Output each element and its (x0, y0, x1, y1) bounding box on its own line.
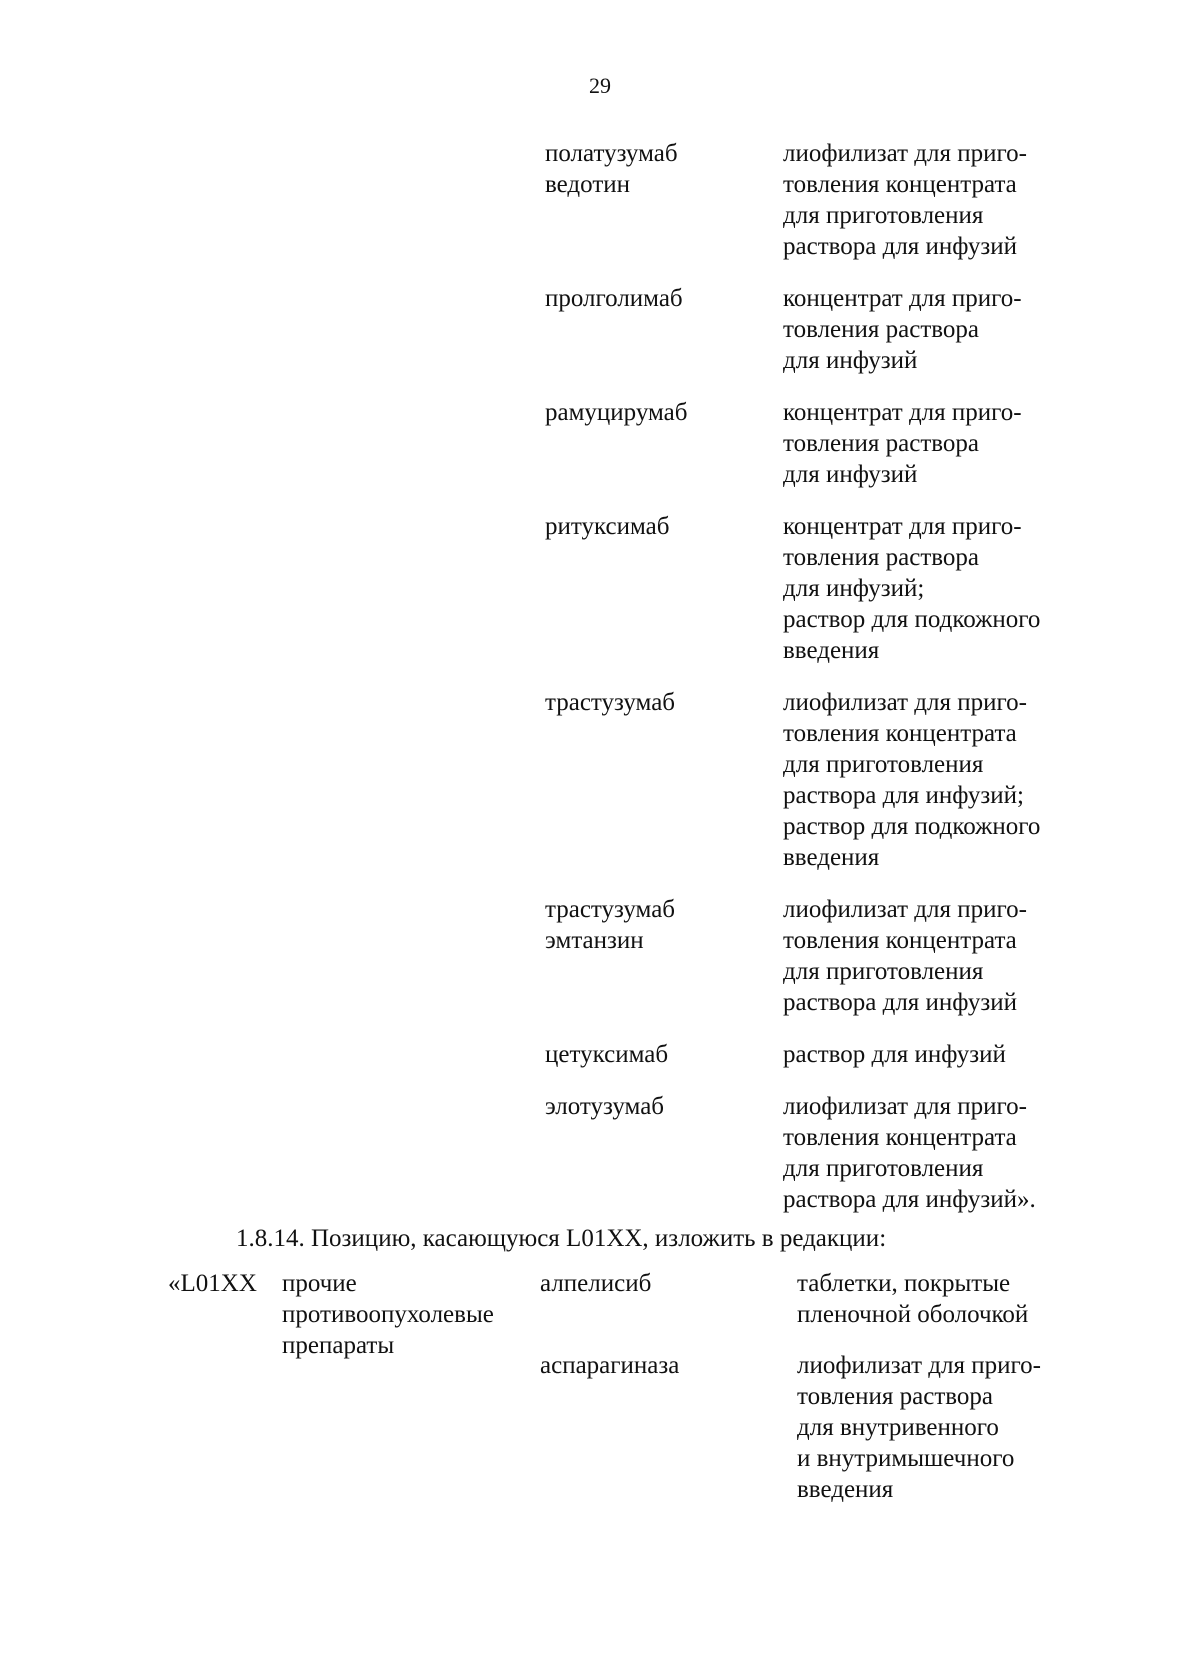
drug-name: элотузумаб (545, 1093, 665, 1120)
dosage-form: лиофилизат для приго- товления концентрата для приготовления раствора для инфузий». (783, 1093, 1036, 1213)
dosage-form: концентрат для приго- товления раствора для инфузий (783, 399, 1022, 488)
drug-entry (545, 1091, 1085, 1215)
drug-name: аспарагиназа (540, 1352, 680, 1379)
drug-entry (540, 1350, 1088, 1505)
drug-entry (545, 894, 1085, 1018)
drug-entry (545, 138, 1085, 262)
atc-code: «L01XX (168, 1270, 257, 1297)
amendment-paragraph: 1.8.14. Позицию, касающуюся L01XX, изложить в редакции: (236, 1225, 887, 1252)
atc-group-name: прочие противоопухолевые препараты (282, 1270, 494, 1359)
drug-entry (545, 397, 1085, 490)
drug-name: цетуксимаб (545, 1041, 669, 1068)
drug-name: трастузумаб эмтанзин (545, 896, 676, 954)
drug-entry (545, 687, 1085, 873)
drug-entry (545, 1039, 1085, 1070)
dosage-form: лиофилизат для приго- товления концентрата для приготовления раствора для инфузий (783, 140, 1027, 260)
drug-entry (545, 283, 1085, 376)
new-position-block (168, 1268, 1088, 1518)
dosage-form: таблетки, покрытые пленочной оболочкой (797, 1270, 1029, 1328)
drug-entry (545, 511, 1085, 666)
dosage-form: лиофилизат для приго- товления концентрата для приготовления раствора для инфузий (783, 896, 1027, 1016)
drug-name: пролголимаб (545, 285, 683, 312)
drug-entries (545, 138, 1085, 1236)
page-number: 29 (589, 73, 611, 98)
dosage-form: раствор для инфузий (783, 1041, 1006, 1068)
dosage-form: лиофилизат для приго- товления раствора для внутривенного и внутримышечного введения (797, 1352, 1041, 1503)
drug-name: ритуксимаб (545, 513, 670, 540)
drug-name: рамуцирумаб (545, 399, 688, 426)
drug-name: трастузумаб (545, 689, 676, 716)
drug-name: полатузумаб ведотин (545, 140, 678, 198)
dosage-form: лиофилизат для приго- товления концентрата для приготовления раствора для инфузий; раствор для подкожного введения (783, 689, 1041, 871)
dosage-form: концентрат для приго- товления раствора для инфузий; раствор для подкожного введения (783, 513, 1041, 664)
dosage-form: концентрат для приго- товления раствора для инфузий (783, 285, 1022, 374)
drug-name: алпелисиб (540, 1270, 652, 1297)
drug-entry (540, 1268, 1088, 1330)
